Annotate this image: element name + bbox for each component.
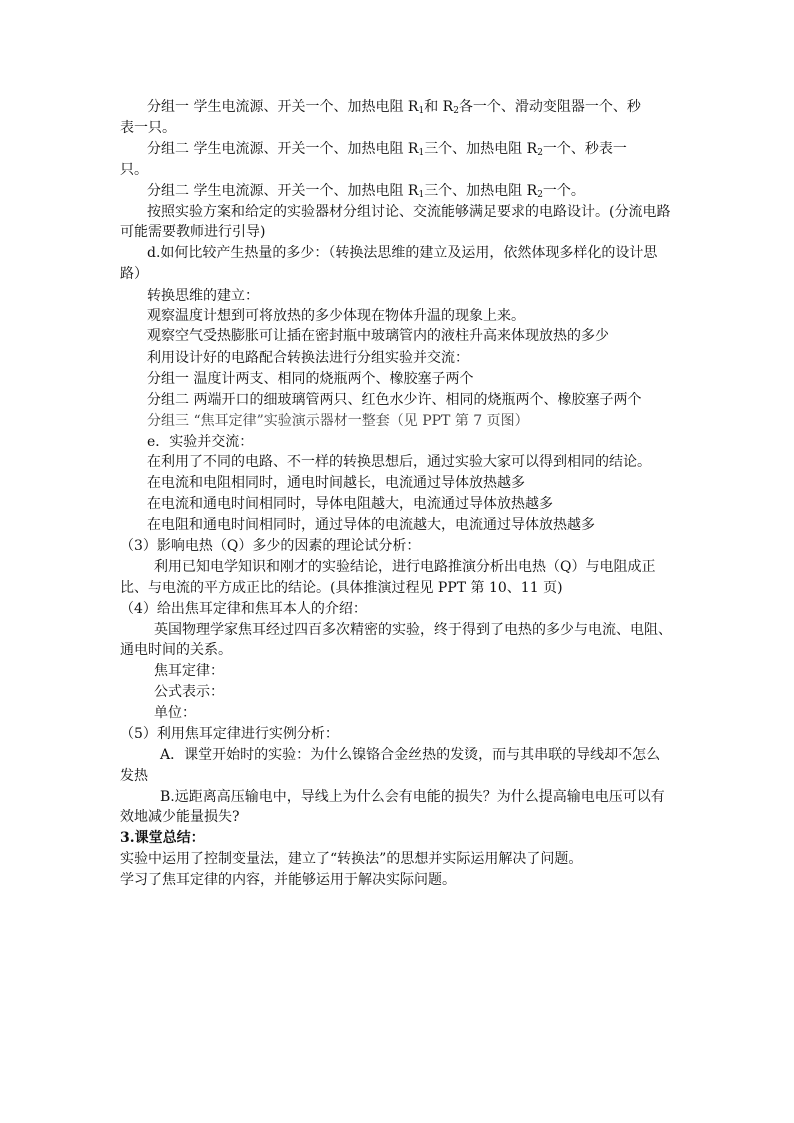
- text-line: B.远距离高压输电中，导线上为什么会有电能的损失？为什么提高输电电压可以有: [160, 789, 665, 805]
- text-line: 路）: [120, 266, 148, 282]
- text-line: 实验中运用了控制变量法，建立了“转换法”的思想并实际运用解决了问题。: [120, 851, 583, 867]
- text-line: 公式表示：: [154, 684, 224, 700]
- text-line: 在电阻和通电时间相同时，通过导体的电流越大，电流通过导体放热越多: [147, 517, 595, 533]
- text-line: 单位：: [154, 705, 196, 721]
- text-line: 表一只。: [120, 120, 176, 136]
- text-line: 观察空气受热膨胀可让插在密封瓶中玻璃管内的液柱升高来体现放热的多少: [147, 328, 609, 344]
- text-line: 在电流和通电时间相同时，导体电阻越大，电流通过导体放热越多: [147, 496, 553, 512]
- text-line: 在利用了不同的电路、不一样的转换思想后，通过实验大家可以得到相同的结论。: [147, 454, 651, 470]
- text-line: 发热: [120, 768, 148, 784]
- text-line-group3: 分组二 学生电流源、开关一个、加热电阻 $R_1$三个、加热电阻 $R_2$一个。: [147, 183, 585, 200]
- text-line: 转换思维的建立：: [147, 288, 259, 304]
- text-line: 只。: [120, 162, 148, 178]
- text-line: 英国物理学家焦耳经过四百多次精密的实验，终于得到了电热的多少与电流、电阻、: [154, 622, 672, 638]
- text-line: e．实验并交流：: [147, 434, 254, 450]
- text-line: 效地减少能量损失?: [120, 809, 240, 825]
- text-line: 利用已知电学知识和刚才的实验结论，进行电路推演分析出电热（Q）与电阻成正: [154, 559, 656, 575]
- text-line: 在电流和电阻相同时，通电时间越长，电流通过导体放热越多: [147, 475, 525, 491]
- text-line: 按照实验方案和给定的实验器材分组讨论、交流能够满足要求的电路设计。(分流电路: [147, 204, 671, 220]
- text-line-group2: 分组二 学生电流源、开关一个、加热电阻 $R_1$三个、加热电阻 $R_2$一个、秒表一: [147, 141, 627, 158]
- text-line: 学习了焦耳定律的内容，并能够运用于解决实际问题。: [120, 872, 456, 888]
- text-line: A．课堂开始时的实验：为什么镍铬合金丝热的发烫，而与其串联的导线却不怎么: [160, 747, 661, 763]
- text-line: 分组三 “焦耳定律”实验演示器材一整套（见 PPT 第 7 页图）: [147, 413, 529, 429]
- section-heading: （4）给出焦耳定律和焦耳本人的介绍：: [120, 601, 367, 617]
- text-line: 分组二 两端开口的细玻璃管两只、红色水少许、相同的烧瓶两个、橡胶塞子两个: [147, 392, 642, 408]
- text-line: 观察温度计想到可将放热的多少体现在物体升温的现象上来。: [147, 308, 525, 324]
- text-line: 比、与电流的平方成正比的结论。(具体推演过程见 PPT 第 10、11 页): [120, 580, 563, 596]
- section-heading: （5）利用焦耳定律进行实例分析：: [120, 726, 339, 742]
- text-line: 通电时间的关系。: [120, 642, 232, 658]
- text-line: 利用设计好的电路配合转换法进行分组实验并交流：: [147, 350, 469, 366]
- text-line: 焦耳定律：: [154, 663, 224, 679]
- section-heading: 3.课堂总结：: [120, 830, 205, 846]
- section-heading: （3）影响电热（Q）多少的因素的理论试分析：: [120, 538, 421, 554]
- text-line: 可能需要教师进行引导): [120, 224, 266, 240]
- text-line: 分组一 温度计两支、相同的烧瓶两个、橡胶塞子两个: [147, 371, 474, 387]
- text-line-group1: 分组一 学生电流源、开关一个、加热电阻 $R_1$和 $R_2$各一个、滑动变阻器一个、秒: [147, 99, 641, 116]
- text-line: d.如何比较产生热量的多少：（转换法思维的建立及运用，依然体现多样化的设计思: [147, 245, 658, 261]
